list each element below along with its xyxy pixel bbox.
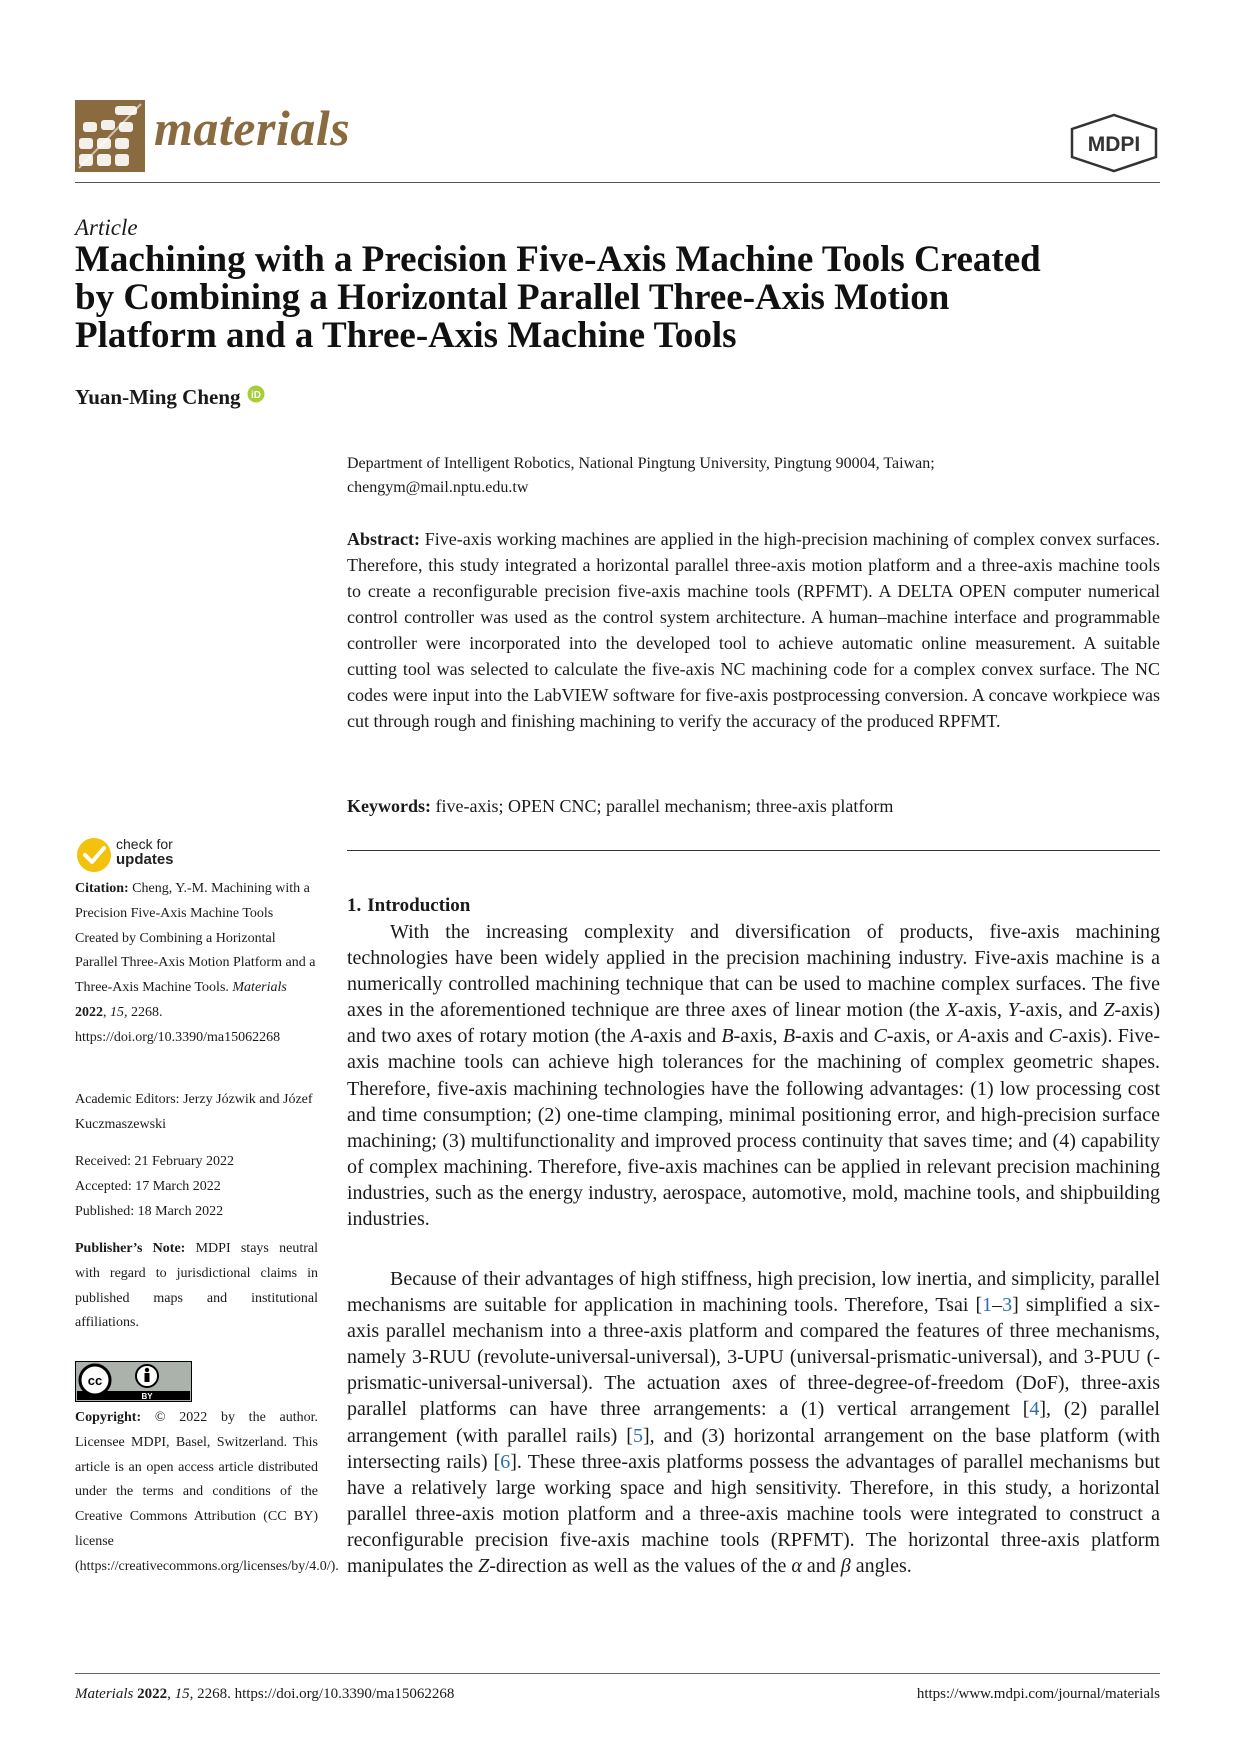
- title-line: Machining with a Precision Five-Axis Machine Tools Created: [75, 239, 1041, 280]
- title-line: Platform and a Three-Axis Machine Tools: [75, 315, 737, 356]
- footer-doi[interactable]: 2268. https://doi.org/10.3390/ma15062268: [197, 1686, 455, 1702]
- dates-block: [75, 1150, 318, 1224]
- citation-link[interactable]: 6: [500, 1450, 511, 1473]
- mdpi-logo-icon: [1068, 113, 1160, 173]
- header-divider: [75, 182, 1160, 183]
- citation-journal: Materials: [232, 980, 287, 996]
- citation-year: 2022: [75, 1004, 103, 1020]
- svg-text:cc: cc: [87, 1373, 103, 1388]
- check-for-updates-text[interactable]: [116, 836, 174, 868]
- svg-text:iD: iD: [250, 390, 261, 401]
- abstract: [347, 526, 1160, 734]
- citation-doi[interactable]: 2268. https://doi.org/10.3390/ma15062268: [75, 1004, 281, 1045]
- article-type: Article: [75, 215, 138, 240]
- footer-citation: Materials 2022, 15, 2268. https://doi.org/10.3390/ma15062268: [75, 1686, 455, 1702]
- publisher-note-label: Publisher’s Note:: [75, 1241, 186, 1256]
- cc-by-license-icon[interactable]: [75, 1361, 192, 1402]
- affiliation-email[interactable]: chengym@mail.nptu.edu.tw: [347, 479, 529, 496]
- mdpi-logo-text: MDPI: [1087, 133, 1141, 156]
- section-title: Introduction: [367, 895, 471, 916]
- article-title: [75, 241, 1160, 355]
- orcid-icon[interactable]: [247, 382, 265, 410]
- author-line: [75, 382, 265, 411]
- abstract-divider: [347, 850, 1160, 851]
- citation-link[interactable]: 4: [1029, 1398, 1040, 1421]
- copyright-label: Copyright:: [75, 1410, 142, 1425]
- publisher-note-text: MDPI stays neutral with regard to jurisdictional claims in published maps and institutional affiliations.: [75, 1241, 318, 1331]
- citation-link[interactable]: 1: [982, 1294, 993, 1317]
- copyright-text: © 2022 by the author. Licensee MDPI, Basel, Switzerland. This article is an open access article distributed under the terms and conditions of the Creative Commons Attribution (CC BY) license (https://creativecommons.org/licenses/by/4.0/).: [75, 1410, 339, 1574]
- title-line: by Combining a Horizontal Parallel Three-Axis Motion: [75, 277, 950, 318]
- citation-block: Citation: Cheng, Y.-M. Machining with a Precision Five-Axis Machine Tools Created by Combining a Horizontal Parallel Three-Axis Motion Platform and a Three-Axis Machine Tools. Materials 2022, 15, 2268. https://doi.org/10.3390/ma15062268: [75, 881, 316, 1045]
- section-number: 1.: [347, 895, 362, 916]
- keywords: [347, 793, 1160, 819]
- citation-volume: 15,: [110, 1004, 128, 1020]
- footer-divider: [75, 1673, 1160, 1674]
- journal-logo-icon: [75, 100, 145, 172]
- citation-link[interactable]: 3: [1002, 1294, 1013, 1317]
- affiliation-text: Department of Intelligent Robotics, National Pingtung University, Pingtung 90004, Taiwan;: [347, 455, 935, 472]
- footer-journal: Materials: [75, 1686, 134, 1702]
- publisher-note: [75, 1237, 318, 1336]
- footer-year: 2022: [137, 1686, 168, 1702]
- accepted-date: Accepted: 17 March 2022: [75, 1178, 221, 1194]
- received-date: Received: 21 February 2022: [75, 1154, 235, 1169]
- citation-link[interactable]: 5: [632, 1424, 643, 1447]
- citation-text: Cheng, Y.-M. Machining with a Precision Five-Axis Machine Tools Created by Combining a Horizontal Parallel Three-Axis Motion Platform and a Three-Axis Machine Tools.: [75, 881, 316, 996]
- journal-name: materials: [154, 100, 351, 156]
- intro-paragraph-2: Because of their advantages of high stiffness, high precision, low inertia, and simplicity, parallel mechanisms are suitable for application in machining tools. Therefore, Tsai [1–3] simplified a six-axis parallel mechanism into a three-axis platform and compared the features of three mechanisms, namely 3-RUU (revolute-universal-universal), 3-UPU (universal-prismatic-universal), and 3-PUU (-prismatic-universal-universal). The actuation axes of three-degree-of-freedom (DoF), three-axis parallel platforms can have three arrangements: a (1) vertical arrangement [4], (2) parallel arrangement (with parallel rails) [5], and (3) horizontal arrangement on the base platform (with intersecting rails) [6]. These three-axis platforms possess the advantages of parallel mechanisms but have a relatively large working space and high sensitivity. Therefore, in this study, a horizontal parallel three-axis motion platform and a three-axis machine tools were integrated to construct a reconfigurable precision five-axis machine tools (RPFMT). The horizontal three-axis platform manipulates the Z-direction as well as the values of the α and β angles.: [347, 1268, 1161, 1578]
- published-date: Published: 18 March 2022: [75, 1203, 224, 1219]
- keywords-label: Keywords:: [347, 796, 431, 816]
- abstract-text: Five-axis working machines are applied in the high-precision machining of complex convex surfaces. Therefore, this study integrated a horizontal parallel three-axis motion platform and a three-axis machine tools to create a reconfigurable precision five-axis machine tools (RPFMT). A DELTA OPEN computer numerical control controller was used as the control system architecture. A human–machine interface and programmable controller were incorporated into the developed tool to achieve automatic online measurement. A suitable cutting tool was selected to calculate the five-axis NC machining code for a complex convex surface. The NC codes were input into the LabVIEW software for five-axis postprocessing conversion. A concave workpiece was cut through rough and finishing machining to verify the accuracy of the produced RPFMT.: [347, 529, 1160, 731]
- keywords-text: five-axis; OPEN CNC; parallel mechanism; three-axis platform: [435, 796, 894, 816]
- check-for-updates-icon[interactable]: [75, 835, 275, 875]
- footer-volume: 15,: [174, 1686, 194, 1702]
- copyright-block: [75, 1406, 339, 1580]
- intro-paragraph-1: With the increasing complexity and diversification of products, five-axis machining technologies have been widely applied in the precision machining industry. Five-axis machine is a numerically controlled machining technique that can be used to machine complex surfaces. The five axes in the aforementioned technique are three axes of linear motion (the X-axis, Y-axis, and Z-axis) and two axes of rotary motion (the A-axis and B-axis, B-axis and C-axis, or A-axis and C-axis). Five-axis machine tools can achieve high tolerances for the machining of complex geometric shapes. Therefore, five-axis machining technologies have the following advantages: (1) low processing cost and time consumption; (2) one-time clamping, minimal positioning error, and high-precision surface machining; (3) multifunctionality and improved process continuity that saves time; and (4) capability of complex machining. Therefore, five-axis machines can be applied in relevant precision machining industries, such as the energy industry, aerospace, automotive, mold, machine tools, and shipbuilding industries.: [347, 921, 1160, 1231]
- footer-journal-url[interactable]: https://www.mdpi.com/journal/materials: [916, 1686, 1160, 1702]
- affiliation: [347, 452, 1160, 500]
- citation-label: Citation:: [75, 881, 129, 896]
- updates-label: updates: [116, 851, 174, 868]
- academic-editors: Academic Editors: Jerzy Józwik and Józef Kuczmaszewski: [75, 1092, 313, 1132]
- section-heading-introduction: [347, 893, 476, 919]
- author-name[interactable]: Yuan-Ming Cheng: [75, 385, 241, 409]
- check-for-label: check for: [116, 836, 173, 852]
- abstract-label: Abstract:: [347, 529, 420, 549]
- cc-by-label: BY: [141, 1392, 153, 1401]
